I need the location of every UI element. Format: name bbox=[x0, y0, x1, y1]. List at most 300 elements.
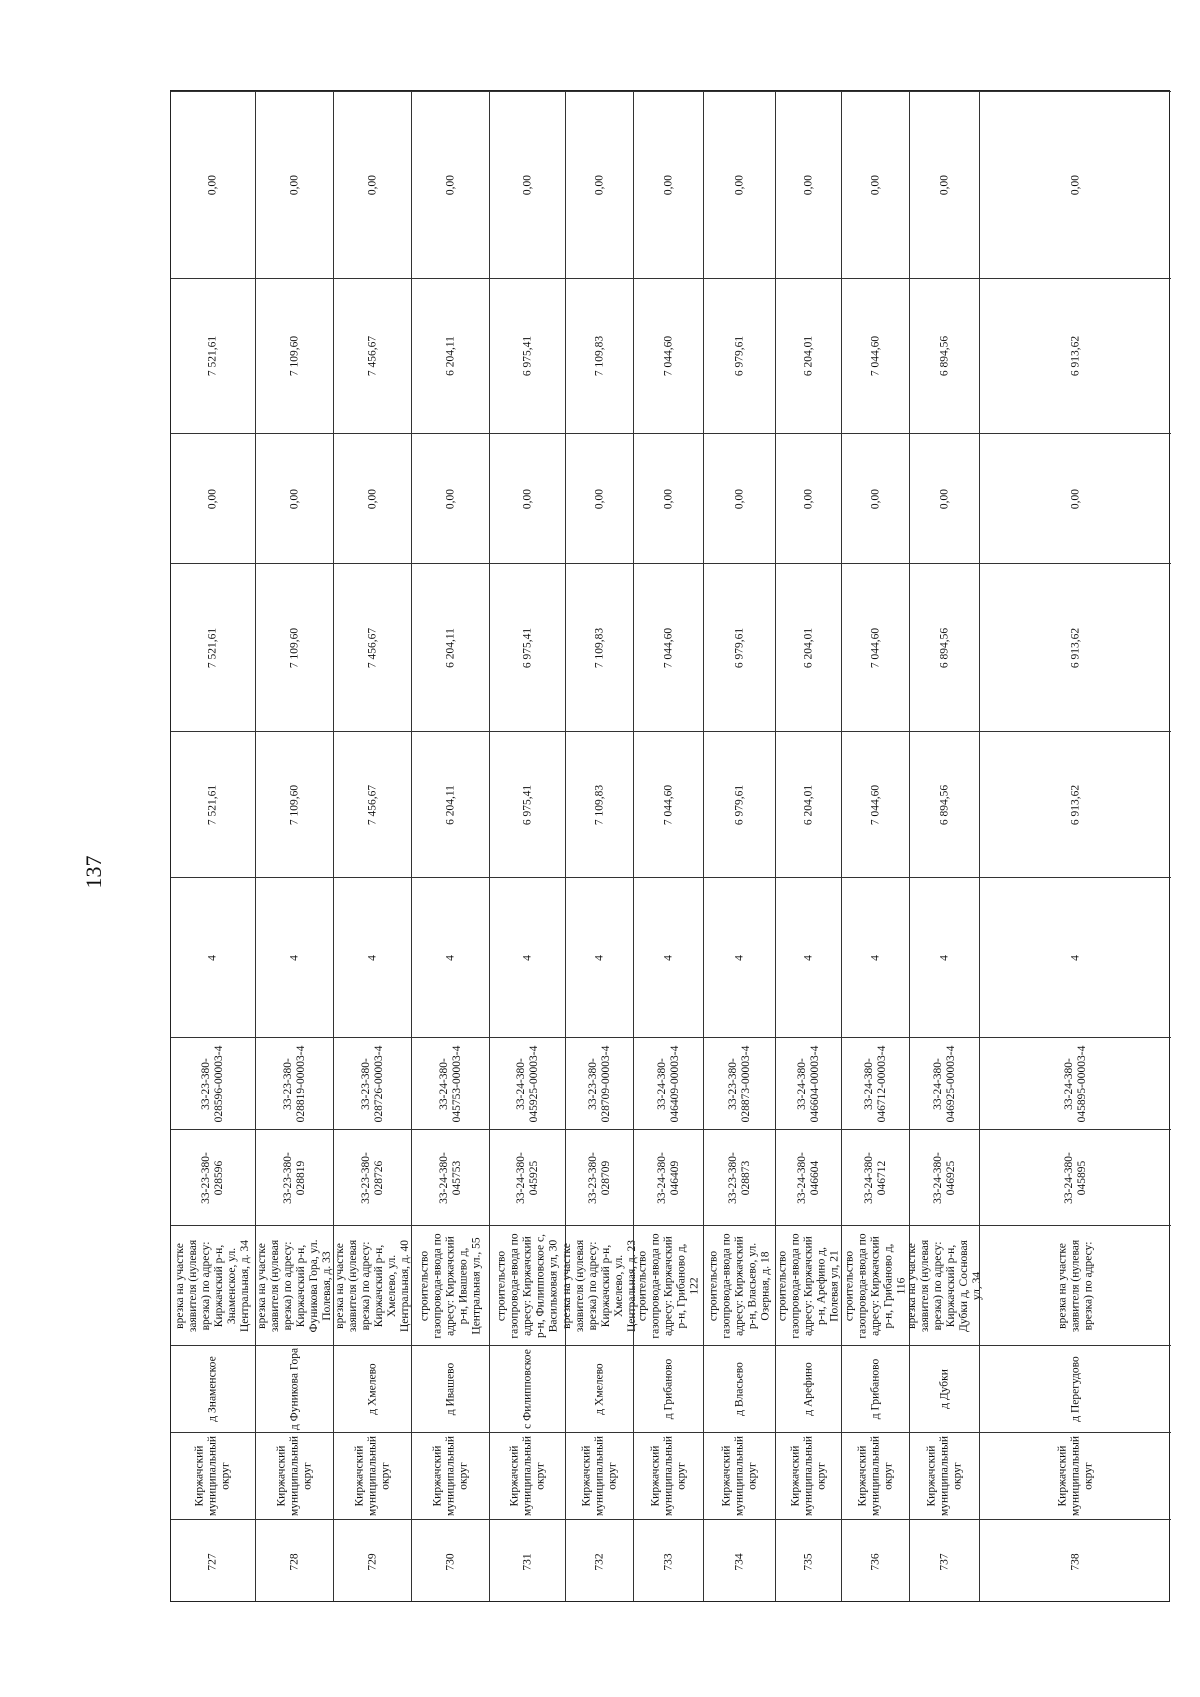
row-number-text: 729 bbox=[366, 1552, 378, 1571]
value-1-text: 7 044,60 bbox=[662, 784, 674, 825]
cell-value-2 bbox=[980, 563, 1171, 731]
cell-district bbox=[634, 1432, 703, 1519]
cell-category bbox=[256, 877, 333, 1037]
cell-value-2 bbox=[704, 563, 775, 731]
table-row bbox=[841, 91, 909, 1601]
cell-row-number bbox=[980, 1519, 1171, 1603]
cell-description bbox=[980, 1225, 1171, 1345]
cell-settlement bbox=[490, 1345, 565, 1432]
description-text: строительство газопровода-ввода по адресу: Киржачский р-н, Ивашево д, Центральная ул., 55 bbox=[418, 1232, 482, 1339]
district-text: Киржачский муниципальный округ bbox=[720, 1435, 758, 1517]
cell-object-id bbox=[256, 1037, 333, 1129]
value-3-text: 0,00 bbox=[1069, 488, 1081, 509]
cell-value-1 bbox=[566, 731, 633, 877]
cell-value-3 bbox=[334, 433, 411, 563]
value-1-text: 6 975,41 bbox=[521, 784, 533, 825]
cell-row-number bbox=[634, 1519, 703, 1603]
cell-district bbox=[776, 1432, 841, 1519]
cell-value-3 bbox=[776, 433, 841, 563]
settlement-text: д Хмелево bbox=[593, 1363, 605, 1415]
cell-object-id bbox=[171, 1037, 255, 1129]
cell-cadastral-number bbox=[910, 1129, 979, 1225]
description-text: врезка на участке заявителя (нулевая врезка) по адресу: Киржачский р-н, Знаменское, ул. Центральная, д. 34 bbox=[174, 1239, 251, 1332]
cell-value-2 bbox=[566, 563, 633, 731]
row-number-text: 738 bbox=[1069, 1552, 1081, 1571]
cell-description bbox=[334, 1225, 411, 1345]
value-5-text: 0,00 bbox=[206, 174, 219, 196]
cell-description bbox=[704, 1225, 775, 1345]
cell-value-1 bbox=[256, 731, 333, 877]
cell-cadastral-number bbox=[412, 1129, 489, 1225]
table-row bbox=[703, 91, 775, 1601]
cadastral-number-text: 33-23-380- 028596 bbox=[200, 1151, 225, 1204]
cell-district bbox=[704, 1432, 775, 1519]
cell-cadastral-number bbox=[256, 1129, 333, 1225]
category-text: 4 bbox=[521, 954, 533, 961]
value-4-text: 7 521,61 bbox=[206, 335, 219, 377]
cell-district bbox=[842, 1432, 909, 1519]
cell-district bbox=[910, 1432, 979, 1519]
value-3-text: 0,00 bbox=[662, 488, 674, 509]
value-3-text: 0,00 bbox=[802, 488, 814, 509]
cell-value-4 bbox=[910, 278, 979, 433]
cell-district bbox=[490, 1432, 565, 1519]
cell-value-1 bbox=[412, 731, 489, 877]
description-text: врезка на участке заявителя (нулевая врезка) по адресу: bbox=[1056, 1239, 1094, 1332]
description-text: строительство газопровода-ввода по адресу: Киржачский р-н, Арефино д, Полевая ул, 21 bbox=[776, 1232, 840, 1339]
cell-object-id bbox=[704, 1037, 775, 1129]
district-text: Киржачский муниципальный округ bbox=[193, 1435, 232, 1517]
cell-value-3 bbox=[634, 433, 703, 563]
cell-cadastral-number bbox=[490, 1129, 565, 1225]
table-row bbox=[333, 91, 411, 1601]
cell-value-5 bbox=[634, 91, 703, 278]
description-text: врезка на участке заявителя (нулевая врезка) по адресу: Киржачский р-н, Дубки д, Сосновая ул, 34 bbox=[905, 1239, 983, 1332]
table-row bbox=[489, 91, 565, 1601]
cell-value-2 bbox=[256, 563, 333, 731]
category-text: 4 bbox=[869, 954, 881, 961]
description-text: строительство газопровода-ввода по адресу: Киржачский р-н, Грибаново д, 122 bbox=[636, 1232, 700, 1339]
cell-cadastral-number bbox=[776, 1129, 841, 1225]
table-row bbox=[255, 91, 333, 1601]
cell-district bbox=[334, 1432, 411, 1519]
cell-value-1 bbox=[171, 731, 255, 877]
value-5-text: 0,00 bbox=[733, 174, 745, 196]
cell-category bbox=[490, 877, 565, 1037]
value-5-text: 0,00 bbox=[366, 174, 378, 196]
table-row bbox=[560, 91, 638, 1601]
value-2-text: 7 109,60 bbox=[288, 627, 300, 668]
value-2-text: 6 204,11 bbox=[444, 627, 456, 668]
cell-value-2 bbox=[910, 563, 979, 731]
value-2-text: 6 913,62 bbox=[1069, 627, 1081, 668]
cell-value-5 bbox=[412, 91, 489, 278]
value-3-text: 0,00 bbox=[521, 488, 533, 509]
cell-description bbox=[412, 1225, 489, 1345]
cell-cadastral-number bbox=[634, 1129, 703, 1225]
cell-settlement bbox=[776, 1345, 841, 1432]
district-text: Киржачский муниципальный округ bbox=[431, 1435, 469, 1517]
cell-value-2 bbox=[171, 563, 255, 731]
value-4-text: 7 109,83 bbox=[593, 335, 605, 377]
row-number-text: 728 bbox=[288, 1552, 300, 1571]
value-4-text: 7 044,60 bbox=[662, 335, 674, 377]
cell-value-2 bbox=[634, 563, 703, 731]
district-text: Киржачский муниципальный округ bbox=[1056, 1435, 1094, 1517]
value-5-text: 0,00 bbox=[444, 174, 456, 196]
cell-value-4 bbox=[776, 278, 841, 433]
cell-row-number bbox=[566, 1519, 633, 1603]
description-text: строительство газопровода-ввода по адресу: Киржачский р-н, Филипповское с, Васильковая ул, 30 bbox=[495, 1232, 559, 1339]
value-5-text: 0,00 bbox=[662, 174, 674, 196]
category-text: 4 bbox=[1069, 954, 1081, 961]
cell-value-5 bbox=[256, 91, 333, 278]
description-text: врезка на участке заявителя (нулевая врезка) по адресу: Киржачский р-н, Хмелево, ул. Центральная, д. 40 bbox=[333, 1239, 411, 1332]
cell-value-2 bbox=[412, 563, 489, 731]
cell-object-id bbox=[634, 1037, 703, 1129]
cell-settlement bbox=[910, 1345, 979, 1432]
description-text: врезка на участке заявителя (нулевая врезка) по адресу: Киржачский р-н, Хмелево, ул. Центральная, д. 23 bbox=[560, 1239, 638, 1332]
description-text: строительство газопровода-ввода по адресу: Киржачский р-н, Власьево, ул. Озерная, д. 18 bbox=[707, 1232, 771, 1339]
row-number-text: 734 bbox=[733, 1552, 745, 1571]
cell-value-5 bbox=[910, 91, 979, 278]
object-id-text: 33-23-380- 028596-00003-4 bbox=[200, 1045, 225, 1122]
value-1-text: 6 979,61 bbox=[733, 784, 745, 825]
cell-row-number bbox=[776, 1519, 841, 1603]
cadastral-number-text: 33-24-380- 046712 bbox=[862, 1151, 888, 1204]
page-number: 137 bbox=[81, 855, 106, 889]
cell-value-3 bbox=[412, 433, 489, 563]
value-2-text: 6 975,41 bbox=[521, 627, 533, 668]
cell-value-2 bbox=[490, 563, 565, 731]
row-number-text: 733 bbox=[662, 1552, 674, 1571]
value-2-text: 7 456,67 bbox=[366, 627, 378, 668]
cadastral-number-text: 33-23-380- 028819 bbox=[281, 1151, 307, 1204]
value-4-text: 6 204,01 bbox=[802, 335, 814, 377]
cell-object-id bbox=[842, 1037, 909, 1129]
settlement-text: д Перегудово bbox=[1069, 1356, 1081, 1422]
settlement-text: д Власьево bbox=[733, 1362, 745, 1416]
cell-cadastral-number bbox=[842, 1129, 909, 1225]
value-2-text: 7 044,60 bbox=[869, 627, 881, 668]
cell-settlement bbox=[704, 1345, 775, 1432]
cell-value-3 bbox=[704, 433, 775, 563]
value-1-text: 7 456,67 bbox=[366, 784, 378, 825]
cell-category bbox=[842, 877, 909, 1037]
table-row bbox=[171, 91, 255, 1601]
cell-cadastral-number bbox=[980, 1129, 1171, 1225]
cell-value-5 bbox=[842, 91, 909, 278]
cell-cadastral-number bbox=[171, 1129, 255, 1225]
value-3-text: 0,00 bbox=[869, 488, 881, 509]
district-text: Киржачский муниципальный округ bbox=[789, 1435, 827, 1517]
value-3-text: 0,00 bbox=[288, 488, 300, 509]
value-2-text: 6 894,56 bbox=[938, 627, 950, 668]
category-text: 4 bbox=[662, 954, 674, 961]
cell-category bbox=[171, 877, 255, 1037]
cell-row-number bbox=[412, 1519, 489, 1603]
district-text: Киржачский муниципальный округ bbox=[508, 1435, 546, 1517]
object-id-text: 33-24-380- 045895-00003-4 bbox=[1062, 1045, 1088, 1122]
settlement-text: д Знаменское bbox=[206, 1356, 219, 1422]
cell-value-5 bbox=[566, 91, 633, 278]
cell-value-5 bbox=[171, 91, 255, 278]
cadastral-number-text: 33-24-380- 046604 bbox=[795, 1151, 821, 1204]
cell-settlement bbox=[842, 1345, 909, 1432]
cell-value-1 bbox=[980, 731, 1171, 877]
cell-category bbox=[566, 877, 633, 1037]
district-text: Киржачский муниципальный округ bbox=[580, 1435, 618, 1517]
row-number-text: 737 bbox=[938, 1552, 950, 1571]
cell-description bbox=[490, 1225, 565, 1345]
cell-value-4 bbox=[980, 278, 1171, 433]
cell-cadastral-number bbox=[566, 1129, 633, 1225]
value-1-text: 7 044,60 bbox=[869, 784, 881, 825]
object-id-text: 33-23-380- 028873-00003-4 bbox=[726, 1045, 752, 1122]
cell-row-number bbox=[334, 1519, 411, 1603]
cell-value-5 bbox=[334, 91, 411, 278]
value-2-text: 7 109,83 bbox=[593, 627, 605, 668]
cell-value-3 bbox=[171, 433, 255, 563]
cell-category bbox=[412, 877, 489, 1037]
value-5-text: 0,00 bbox=[869, 174, 881, 196]
table-row bbox=[411, 91, 489, 1601]
cell-district bbox=[171, 1432, 255, 1519]
cell-value-2 bbox=[776, 563, 841, 731]
settlement-text: д Фуникова Гора bbox=[288, 1347, 300, 1431]
cell-description bbox=[842, 1225, 909, 1345]
cell-value-1 bbox=[842, 731, 909, 877]
cell-value-4 bbox=[842, 278, 909, 433]
value-2-text: 7 044,60 bbox=[662, 627, 674, 668]
value-1-text: 6 204,11 bbox=[444, 784, 456, 825]
cell-value-5 bbox=[490, 91, 565, 278]
district-text: Киржачский муниципальный округ bbox=[275, 1435, 313, 1517]
cadastral-number-text: 33-23-380- 028726 bbox=[359, 1151, 385, 1204]
object-id-text: 33-24-380- 046712-00003-4 bbox=[862, 1045, 888, 1122]
category-text: 4 bbox=[733, 954, 745, 961]
cell-row-number bbox=[490, 1519, 565, 1603]
category-text: 4 bbox=[444, 954, 456, 961]
cell-value-1 bbox=[334, 731, 411, 877]
value-1-text: 6 894,56 bbox=[938, 784, 950, 825]
cell-category bbox=[776, 877, 841, 1037]
cell-settlement bbox=[171, 1345, 255, 1432]
cell-object-id bbox=[334, 1037, 411, 1129]
object-id-text: 33-23-380- 028819-00003-4 bbox=[281, 1045, 307, 1122]
value-5-text: 0,00 bbox=[802, 174, 814, 196]
settlement-text: д Хмелево bbox=[366, 1363, 378, 1415]
object-id-text: 33-24-380- 046925-00003-4 bbox=[931, 1045, 957, 1122]
cell-value-4 bbox=[412, 278, 489, 433]
value-5-text: 0,00 bbox=[521, 174, 533, 196]
cell-settlement bbox=[334, 1345, 411, 1432]
cell-category bbox=[334, 877, 411, 1037]
cell-value-5 bbox=[776, 91, 841, 278]
cell-value-1 bbox=[490, 731, 565, 877]
cell-description bbox=[776, 1225, 841, 1345]
cell-description bbox=[634, 1225, 703, 1345]
cell-value-1 bbox=[776, 731, 841, 877]
cell-description bbox=[905, 1225, 983, 1345]
cell-value-3 bbox=[256, 433, 333, 563]
value-5-text: 0,00 bbox=[1069, 174, 1081, 196]
value-4-text: 7 044,60 bbox=[869, 335, 881, 377]
cell-row-number bbox=[171, 1519, 255, 1603]
cadastral-number-text: 33-24-380- 045753 bbox=[437, 1151, 463, 1204]
object-id-text: 33-24-380- 046409-00003-4 bbox=[655, 1045, 681, 1122]
cell-description bbox=[171, 1225, 255, 1345]
cell-settlement bbox=[566, 1345, 633, 1432]
table-row bbox=[775, 91, 841, 1601]
cell-row-number bbox=[842, 1519, 909, 1603]
category-text: 4 bbox=[206, 954, 219, 961]
cell-object-id bbox=[776, 1037, 841, 1129]
cell-row-number bbox=[704, 1519, 775, 1603]
cell-district bbox=[256, 1432, 333, 1519]
object-id-text: 33-23-380- 028709-00003-4 bbox=[586, 1045, 612, 1122]
cell-cadastral-number bbox=[334, 1129, 411, 1225]
value-3-text: 0,00 bbox=[938, 488, 950, 509]
value-4-text: 7 109,60 bbox=[288, 335, 300, 377]
cell-object-id bbox=[412, 1037, 489, 1129]
cell-value-1 bbox=[634, 731, 703, 877]
row-number-text: 735 bbox=[802, 1552, 814, 1571]
category-text: 4 bbox=[288, 954, 300, 961]
row-number-text: 732 bbox=[593, 1552, 605, 1571]
district-text: Киржачский муниципальный округ bbox=[649, 1435, 687, 1517]
row-number-text: 736 bbox=[869, 1552, 881, 1571]
cell-object-id bbox=[980, 1037, 1171, 1129]
object-id-text: 33-24-380- 045925-00003-4 bbox=[514, 1045, 540, 1122]
settlement-text: д Грибаново bbox=[662, 1358, 674, 1420]
cell-settlement bbox=[980, 1345, 1171, 1432]
description-text: строительство газопровода-ввода по адресу: Киржачский р-н, Грибаново д, 116 bbox=[843, 1232, 907, 1339]
cadastral-number-text: 33-24-380- 045895 bbox=[1062, 1151, 1088, 1204]
cell-value-4 bbox=[490, 278, 565, 433]
value-3-text: 0,00 bbox=[444, 488, 456, 509]
value-1-text: 6 913,62 bbox=[1069, 784, 1081, 825]
value-2-text: 6 979,61 bbox=[733, 627, 745, 668]
cell-category bbox=[910, 877, 979, 1037]
district-text: Киржачский муниципальный округ bbox=[925, 1435, 963, 1517]
cell-value-5 bbox=[704, 91, 775, 278]
cell-category bbox=[704, 877, 775, 1037]
object-id-text: 33-24-380- 045753-00003-4 bbox=[437, 1045, 463, 1122]
cell-value-4 bbox=[171, 278, 255, 433]
cell-row-number bbox=[256, 1519, 333, 1603]
settlement-text: д Дубки bbox=[938, 1369, 950, 1409]
value-3-text: 0,00 bbox=[206, 488, 219, 509]
cell-district bbox=[980, 1432, 1171, 1519]
category-text: 4 bbox=[802, 954, 814, 961]
settlement-text: д Арефино bbox=[802, 1362, 814, 1416]
value-4-text: 6 894,56 bbox=[938, 335, 950, 377]
district-text: Киржачский муниципальный округ bbox=[856, 1435, 894, 1517]
cell-object-id bbox=[490, 1037, 565, 1129]
cell-row-number bbox=[910, 1519, 979, 1603]
cell-value-1 bbox=[704, 731, 775, 877]
district-text: Киржачский муниципальный округ bbox=[353, 1435, 391, 1517]
cell-value-2 bbox=[842, 563, 909, 731]
cell-value-3 bbox=[910, 433, 979, 563]
value-4-text: 6 979,61 bbox=[733, 335, 745, 377]
cell-object-id bbox=[910, 1037, 979, 1129]
value-1-text: 7 109,60 bbox=[288, 784, 300, 825]
cell-value-4 bbox=[256, 278, 333, 433]
row-number-text: 731 bbox=[521, 1552, 533, 1571]
table-row bbox=[979, 91, 1171, 1601]
row-number-text: 727 bbox=[206, 1552, 219, 1571]
cell-value-3 bbox=[490, 433, 565, 563]
cell-value-5 bbox=[980, 91, 1171, 278]
cell-district bbox=[412, 1432, 489, 1519]
cell-value-1 bbox=[910, 731, 979, 877]
value-2-text: 6 204,01 bbox=[802, 627, 814, 668]
value-5-text: 0,00 bbox=[288, 174, 300, 196]
table-row bbox=[905, 91, 983, 1601]
row-number-text: 730 bbox=[444, 1552, 456, 1571]
cadastral-number-text: 33-23-380- 028873 bbox=[726, 1151, 752, 1204]
value-1-text: 6 204,01 bbox=[802, 784, 814, 825]
value-3-text: 0,00 bbox=[366, 488, 378, 509]
cell-category bbox=[980, 877, 1171, 1037]
settlement-text: д Грибаново bbox=[869, 1358, 881, 1420]
cell-value-2 bbox=[334, 563, 411, 731]
cell-object-id bbox=[566, 1037, 633, 1129]
cell-value-4 bbox=[334, 278, 411, 433]
category-text: 4 bbox=[366, 954, 378, 961]
value-5-text: 0,00 bbox=[593, 174, 605, 196]
cell-value-4 bbox=[634, 278, 703, 433]
cadastral-number-text: 33-24-380- 046409 bbox=[655, 1151, 681, 1204]
cell-description bbox=[256, 1225, 333, 1345]
value-2-text: 7 521,61 bbox=[206, 627, 219, 668]
value-1-text: 7 521,61 bbox=[206, 784, 219, 825]
value-4-text: 6 204,11 bbox=[444, 336, 456, 376]
value-3-text: 0,00 bbox=[593, 488, 605, 509]
cell-cadastral-number bbox=[704, 1129, 775, 1225]
cell-value-3 bbox=[980, 433, 1171, 563]
cadastral-number-text: 33-24-380- 045925 bbox=[514, 1151, 540, 1204]
cell-category bbox=[634, 877, 703, 1037]
cell-settlement bbox=[256, 1345, 333, 1432]
value-4-text: 6 913,62 bbox=[1069, 335, 1081, 377]
cell-description bbox=[560, 1225, 638, 1345]
value-4-text: 6 975,41 bbox=[521, 335, 533, 377]
value-1-text: 7 109,83 bbox=[593, 784, 605, 825]
value-4-text: 7 456,67 bbox=[366, 335, 378, 377]
cell-value-4 bbox=[704, 278, 775, 433]
data-table bbox=[170, 90, 1170, 1602]
description-text: врезка на участке заявителя (нулевая врезка) по адресу: Киржачский р-н, Фуникова Гора, ул. Полевая, д. 33 bbox=[255, 1239, 333, 1333]
object-id-text: 33-24-380- 046604-00003-4 bbox=[795, 1045, 821, 1122]
settlement-text: с Филипповское bbox=[521, 1349, 533, 1429]
cell-district bbox=[566, 1432, 633, 1519]
cell-settlement bbox=[634, 1345, 703, 1432]
table-row bbox=[633, 91, 703, 1601]
cadastral-number-text: 33-23-380- 028709 bbox=[586, 1151, 612, 1204]
cell-settlement bbox=[412, 1345, 489, 1432]
value-3-text: 0,00 bbox=[733, 488, 745, 509]
category-text: 4 bbox=[938, 954, 950, 961]
settlement-text: д Ивашево bbox=[444, 1362, 456, 1416]
cadastral-number-text: 33-24-380- 046925 bbox=[931, 1151, 957, 1204]
value-5-text: 0,00 bbox=[938, 174, 950, 196]
cell-value-4 bbox=[566, 278, 633, 433]
cell-value-3 bbox=[566, 433, 633, 563]
object-id-text: 33-23-380- 028726-00003-4 bbox=[359, 1045, 385, 1122]
